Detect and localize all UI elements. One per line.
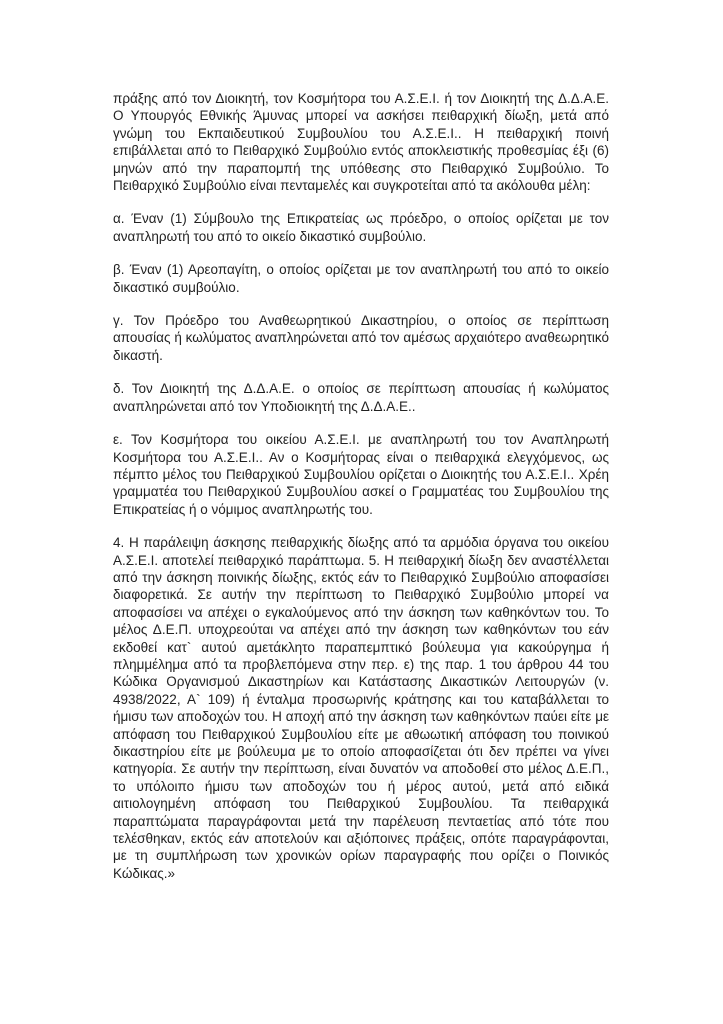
- paragraph-item-a: α. Έναν (1) Σύμβουλο της Επικρατείας ως πρόεδρο, ο οποίος ορίζεται με τον αναπληρωτή του από το οικείο δικαστικό συμβούλιο.: [113, 211, 609, 244]
- paragraph-item-b: β. Έναν (1) Αρεοπαγίτη, ο οποίος ορίζεται με τον αναπληρωτή του από το οικείο δικαστικό συμβούλιο.: [113, 262, 609, 295]
- paragraph-sections-4-5: 4. Η παράλειψη άσκησης πειθαρχικής δίωξης από τα αρμόδια όργανα του οικείου Α.Σ.Ε.Ι. αποτελεί πειθαρχικό παράπτωμα. 5. Η πειθαρχική δίωξη δεν αναστέλλεται από την άσκηση ποινικής δίωξης, εκτός εάν το Πειθαρχικό Συμβούλιο αποφασίσει διαφορετικά. Σε αυτήν την περίπτωση το Πειθαρχικό Συμβούλιο μπορεί να αποφασίσει να απέχει ο εγκαλούμενος από την άσκηση των καθηκόντων του. Το μέλος Δ.Ε.Π. υποχρεούται να απέχει από την άσκηση των καθηκόντων του εάν εκδοθεί κατ` αυτού αμετάκλητο παραπεμπτικό βούλευμα για κακούργημα ή πλημμέλημα από τα προβλεπόμενα στην περ. ε) της παρ. 1 του άρθρου 44 του Κώδικα Οργανισμού Δικαστηρίων και Κατάστασης Δικαστικών Λειτουργών (ν. 4938/2022, Α` 109) ή ένταλμα προσωρινής κράτησης και του καταβάλλεται το ήμισυ των αποδοχών του. Η αποχή από την άσκηση των καθηκόντων παύει είτε με απόφαση του Πειθαρχικού Συμβουλίου είτε με αθωωτική απόφαση του ποινικού δικαστηρίου είτε με βούλευμα με το οποίο αποφασίζεται ότι δεν πρέπει να γίνει κατηγορία. Σε αυτήν την περίπτωση, είναι δυνατόν να αποδοθεί στο μέλος Δ.Ε.Π., το υπόλοιπο ήμισυ των αποδοχών του ή μέρος αυτού, μετά από ειδικά αιτιολογημένη απόφαση του Πειθαρχικού Συμβουλίου. Τα πειθαρχικά παραπτώματα παραγράφονται μετά την παρέλευση πενταετίας από τότε που τελέσθηκαν, εκτός εάν αποτελούν και αξιόποινες πράξεις, οπότε παραγράφονται, με τη συμπλήρωση των χρονικών ορίων παραγραφής που ορίζει ο Ποινικός Κώδικας.»: [113, 535, 609, 881]
- document-page: [113, 90, 609, 898]
- paragraph-item-e: ε. Τον Κοσμήτορα του οικείου Α.Σ.Ε.Ι. με αναπληρωτή του τον Αναπληρωτή Κοσμήτορα του Α.Σ.Ε.Ι.. Αν ο Κοσμήτορας είναι ο πειθαρχικά ελεγχόμενος, ως πέμπτο μέλος του Πειθαρχικού Συμβουλίου ορίζεται ο Διοικητής του Α.Σ.Ε.Ι.. Χρέη γραμματέα του Πειθαρχικού Συμβουλίου ασκεί ο Γραμματέας του Συμβουλίου της Επικρατείας ή ο νόμιμος αναπληρωτής του.: [113, 432, 609, 517]
- paragraph-item-c: γ. Τον Πρόεδρο του Αναθεωρητικού Δικαστηρίου, ο οποίος σε περίπτωση απουσίας ή κωλύματος αναπληρώνεται από τον αμέσως αρχαιότερο αναθεωρητικό δικαστή.: [113, 313, 609, 363]
- paragraph-continuation: πράξης από τον Διοικητή, τον Κοσμήτορα του Α.Σ.Ε.Ι. ή τον Διοικητή της Δ.Δ.Α.Ε. Ο Υπουργός Εθνικής Άμυνας μπορεί να ασκήσει πειθαρχική δίωξη, μετά από γνώμη του Εκπαιδευτικού Συμβουλίου του Α.Σ.Ε.Ι.. Η πειθαρχική ποινή επιβάλλεται από το Πειθαρχικό Συμβούλιο εντός αποκλειστικής προθεσμίας έξι (6) μηνών από την παραπομπή της υπόθεσης στο Πειθαρχικό Συμβούλιο. Το Πειθαρχικό Συμβούλιο είναι πενταμελές και συγκροτείται από τα ακόλουθα μέλη:: [113, 91, 609, 194]
- paragraph-item-d: δ. Τον Διοικητή της Δ.Δ.Α.Ε. ο οποίος σε περίπτωση απουσίας ή κωλύματος αναπληρώνεται από τον Υποδιοικητή της Δ.Δ.Α.Ε..: [113, 381, 609, 414]
